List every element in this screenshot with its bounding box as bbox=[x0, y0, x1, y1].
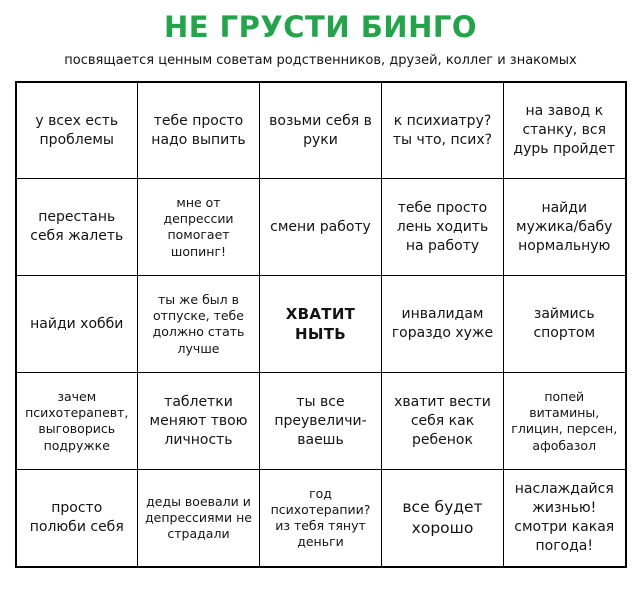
page-title: НЕ ГРУСТИ БИНГО bbox=[164, 10, 477, 44]
bingo-cell: хватит вести себя как ребенок bbox=[382, 373, 504, 470]
table-row bbox=[16, 373, 626, 470]
bingo-cell: к психиатру? ты что, псих? bbox=[382, 82, 504, 179]
page-subtitle: посвящается ценным советам родственников, друзей, коллег и знакомых bbox=[64, 52, 577, 68]
bingo-center-cell: ХВАТИТ НЫТЬ bbox=[260, 276, 382, 373]
bingo-table-body bbox=[16, 82, 626, 567]
bingo-cell: наслаждайся жизнью! смотри какая погода! bbox=[504, 470, 626, 567]
bingo-cell: инвалидам гораздо хуже bbox=[382, 276, 504, 373]
bingo-table bbox=[15, 81, 627, 568]
bingo-cell: деды воевали и депрессиями не страдали bbox=[138, 470, 260, 567]
bingo-cell: возьми себя в руки bbox=[260, 82, 382, 179]
bingo-cell: тебе просто надо выпить bbox=[138, 82, 260, 179]
bingo-cell: смени работу bbox=[260, 179, 382, 276]
bingo-cell: все будет хорошо bbox=[382, 470, 504, 567]
bingo-cell: год психотерапии? из тебя тянут деньги bbox=[260, 470, 382, 567]
bingo-cell: мне от депрессии помогает шопинг! bbox=[138, 179, 260, 276]
table-row bbox=[16, 470, 626, 567]
table-row bbox=[16, 179, 626, 276]
bingo-cell: у всех есть проблемы bbox=[16, 82, 138, 179]
bingo-cell: ты все преувеличиваешь bbox=[260, 373, 382, 470]
bingo-cell: зачем психотерапевт, выговорись подружке bbox=[16, 373, 138, 470]
bingo-cell: просто полюби себя bbox=[16, 470, 138, 567]
bingo-cell: на завод к станку, вся дурь пройдет bbox=[504, 82, 626, 179]
bingo-cell: таблетки меняют твою личность bbox=[138, 373, 260, 470]
bingo-cell: найди хобби bbox=[16, 276, 138, 373]
bingo-cell: займись спортом bbox=[504, 276, 626, 373]
bingo-cell: попей витамины, глицин, персен, афобазол bbox=[504, 373, 626, 470]
bingo-cell: найди мужика/бабу нормальную bbox=[504, 179, 626, 276]
bingo-cell: тебе просто лень ходить на работу bbox=[382, 179, 504, 276]
table-row bbox=[16, 82, 626, 179]
bingo-cell: перестань себя жалеть bbox=[16, 179, 138, 276]
table-row bbox=[16, 276, 626, 373]
bingo-cell: ты же был в отпуске, тебе должно стать лучше bbox=[138, 276, 260, 373]
